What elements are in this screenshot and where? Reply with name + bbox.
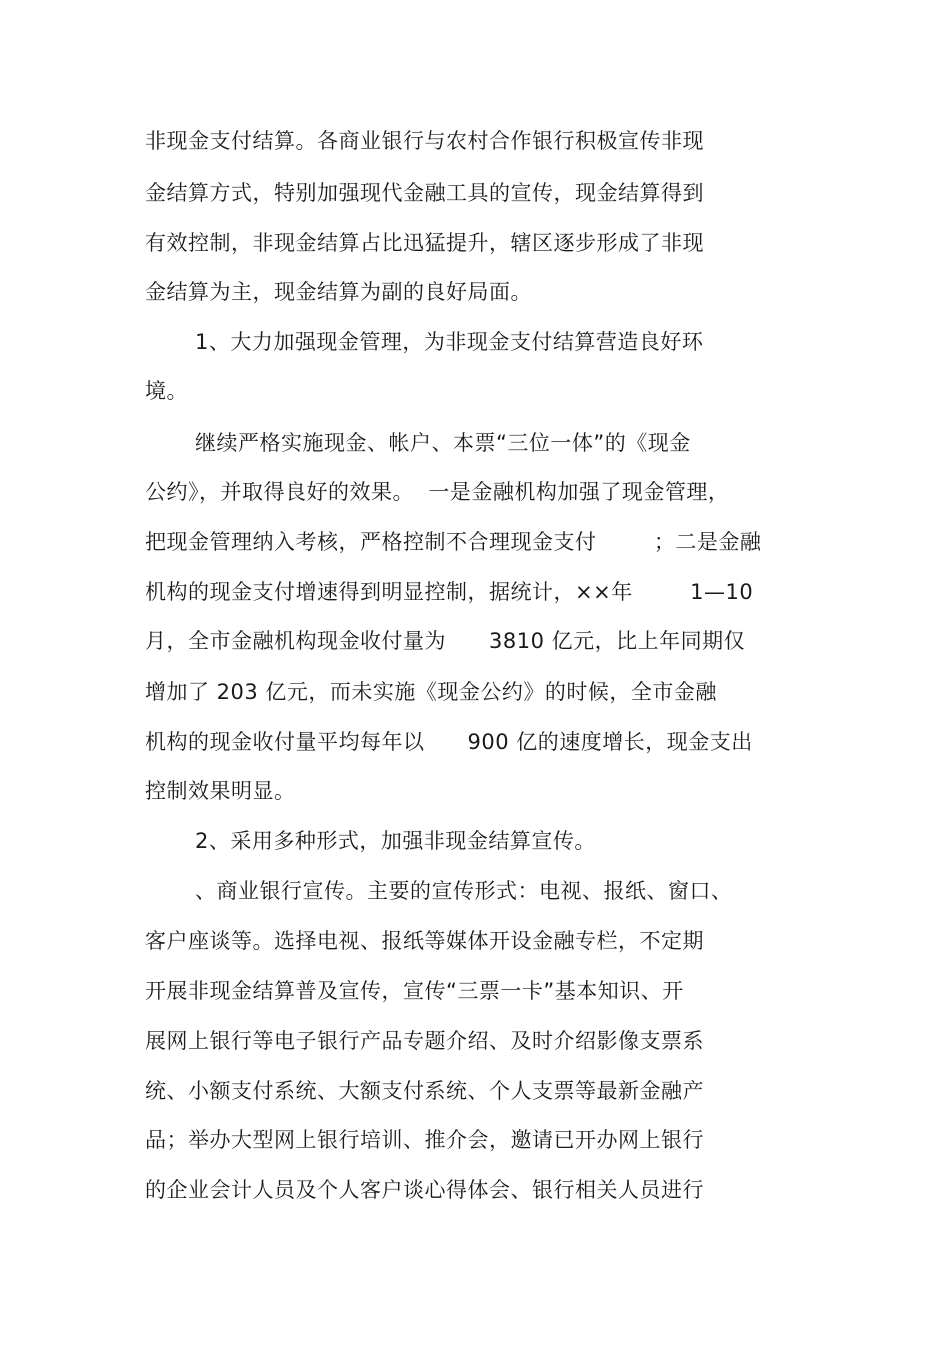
text-line: 非现金支付结算。各商业银行与农村合作银行积极宣传非现	[145, 129, 704, 153]
text-line: 的企业会计人员及个人客户谈心得体会、银行相关人员进行	[145, 1178, 704, 1202]
text-line: 2、采用多种形式，加强非现金结算宣传。	[195, 829, 596, 853]
text-line: 继续严格实施现金、帐户、本票“三位一体”的《现金	[195, 431, 691, 455]
text-line: 公约》，并取得良好的效果。 一是金融机构加强了现金管理，	[145, 480, 730, 504]
text-line: 开展非现金结算普及宣传，宣传“三票一卡”基本知识、开	[145, 979, 684, 1003]
text-line: 境。	[145, 379, 188, 403]
text-line: 把现金管理纳入考核，严格控制不合理现金支付 ；二是金融	[145, 530, 762, 554]
text-line: 金结算为主，现金结算为副的良好局面。	[145, 280, 532, 304]
text-line: 月，全市金融机构现金收付量为 3810 亿元，比上年同期仅	[145, 629, 746, 653]
text-line: 金结算方式，特别加强现代金融工具的宣传，现金结算得到	[145, 181, 704, 205]
text-line: 机构的现金支付增速得到明显控制，据统计，××年 1—10	[145, 580, 754, 604]
text-line: 1、大力加强现金管理，为非现金支付结算营造良好环	[195, 330, 704, 354]
text-line: 机构的现金收付量平均每年以 900 亿的速度增长，现金支出	[145, 730, 753, 754]
text-line: 客户座谈等。选择电视、报纸等媒体开设金融专栏，不定期	[145, 929, 704, 953]
text-line: 、商业银行宣传。主要的宣传形式：电视、报纸、窗口、	[195, 879, 733, 903]
text-line: 增加了 203 亿元，而未实施《现金公约》的时候，全市金融	[145, 680, 717, 704]
text-line: 控制效果明显。	[145, 779, 296, 803]
text-line: 品；举办大型网上银行培训、推介会，邀请已开办网上银行	[145, 1128, 704, 1152]
text-line: 统、小额支付系统、大额支付系统、个人支票等最新金融产	[145, 1079, 704, 1103]
text-line: 有效控制，非现金结算占比迅猛提升，辖区逐步形成了非现	[145, 231, 704, 255]
text-line: 展网上银行等电子银行产品专题介绍、及时介绍影像支票系	[145, 1029, 704, 1053]
